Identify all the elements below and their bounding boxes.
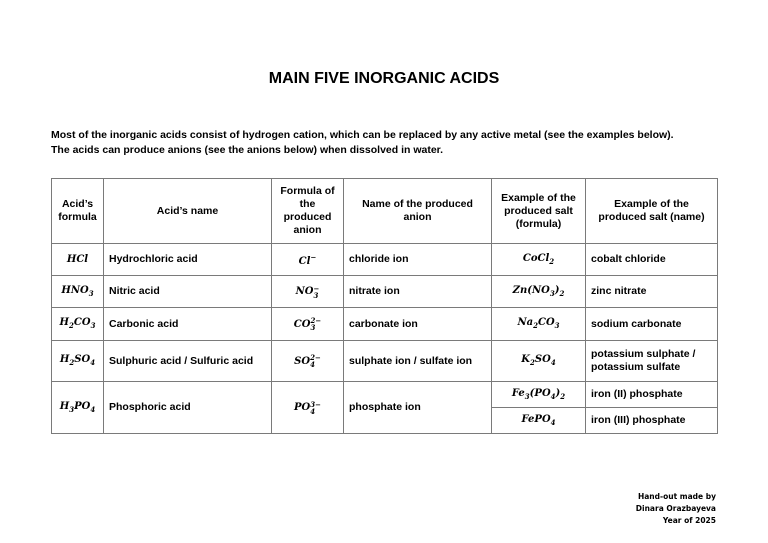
acid-name-cell [104, 276, 272, 308]
anion-formula: SO 2− 4 [294, 353, 321, 369]
salt-formula: $Na_2CO_3$ [517, 317, 560, 330]
signature-line: Dinara Orazbayeva [635, 504, 716, 513]
header-acid-formula: Acid’s formula [52, 179, 104, 244]
table-body [52, 244, 718, 434]
signature [636, 491, 716, 527]
anion-name-cell [344, 276, 492, 308]
anion-name: carbonate ion [349, 317, 418, 330]
header-salt-name: Example of the produced salt (name) [586, 179, 718, 244]
salt-name-cell [586, 244, 718, 276]
acid-formula-cell [52, 382, 104, 434]
anion-formula: PO 3− 4 [294, 399, 321, 416]
header-anion-formula: Formula of the produced anion [272, 179, 344, 244]
acid-name: Hydrochloric acid [109, 253, 198, 265]
salt-name-cell [586, 382, 718, 408]
page-title: MAIN FIVE INORGANIC ACIDS [268, 70, 500, 87]
salt-formula-cell [492, 408, 586, 434]
acid-name: Carbonic acid [109, 317, 179, 330]
header-anion-name: Name of the produced anion [344, 179, 492, 244]
salt-name: cobalt chloride [591, 253, 666, 265]
anion-name: nitrate ion [349, 285, 400, 297]
anion-formula: CO 2− 3 [293, 316, 322, 332]
acid-formula-cell [52, 244, 104, 276]
salt-formula-cell [492, 382, 586, 408]
salt-formula-cell [492, 341, 586, 382]
signature-line: Hand-out made by [637, 492, 716, 501]
intro-text [51, 128, 731, 158]
salt-name: iron (III) phosphate [591, 414, 686, 426]
acid-formula: HCl [66, 254, 89, 265]
salt-formula: $Fe_3(PO_4)_2$ [511, 387, 566, 401]
acid-formula: $HNO_3$ [61, 284, 94, 298]
salt-formula: $Zn(NO_3)_2$ [512, 284, 565, 298]
salt-formula-cell [492, 276, 586, 308]
table-row [52, 276, 718, 308]
salt-formula-cell [492, 244, 586, 276]
table-row [52, 382, 718, 408]
table-row [52, 244, 718, 276]
anion-formula: Cl− [298, 252, 317, 268]
salt-formula: FePO$_4$ [521, 413, 556, 427]
acids-table [51, 178, 718, 434]
acid-formula-cell [52, 308, 104, 341]
acid-name: Sulphuric acid / Sulfuric acid [109, 354, 254, 367]
acid-name-cell [104, 244, 272, 276]
anion-name-cell [344, 382, 492, 434]
anion-name-cell [344, 308, 492, 341]
acid-name: Phosphoric acid [109, 401, 191, 413]
anion-name: phosphate ion [349, 401, 421, 413]
acid-formula: $H_2CO_3$ [59, 317, 96, 330]
salt-formula-cell [492, 308, 586, 341]
salt-name-cell [586, 408, 718, 434]
salt-name-cell [586, 308, 718, 341]
signature-line: Year of 2025 [662, 516, 716, 525]
anion-formula-cell [272, 308, 344, 341]
acid-formula-cell [52, 276, 104, 308]
acid-name-cell [104, 341, 272, 382]
salt-name: iron (II) phosphate [591, 388, 683, 400]
salt-name: potassium sulphate / potassium sulfate [591, 348, 696, 373]
anion-name-cell [344, 244, 492, 276]
anion-formula-cell [272, 341, 344, 382]
acid-name-cell [104, 382, 272, 434]
anion-name-cell [344, 341, 492, 382]
acid-name-cell [104, 308, 272, 341]
header-acid-name: Acid’s name [104, 179, 272, 244]
salt-name: zinc nitrate [591, 285, 647, 297]
salt-name: sodium carbonate [591, 317, 682, 330]
anion-formula: NO − 3 [295, 283, 320, 300]
acid-formula-cell [52, 341, 104, 382]
salt-name-cell [586, 276, 718, 308]
table-row [52, 308, 718, 341]
salt-formula: CoCl$_2$ [522, 252, 555, 266]
salt-formula: $K_2SO_4$ [521, 354, 556, 367]
intro-line: The acids can produce anions (see the anions below) when dissolved in water. [51, 144, 444, 156]
anion-name: chloride ion [349, 253, 409, 265]
salt-name-cell [586, 341, 718, 382]
anion-name: sulphate ion / sulfate ion [349, 354, 473, 367]
anion-formula-cell [272, 382, 344, 434]
anion-formula-cell [272, 276, 344, 308]
header-salt-formula: Example of the produced salt (formula) [492, 179, 586, 244]
table-header-row [52, 179, 718, 244]
acid-name: Nitric acid [109, 285, 160, 297]
acid-formula: $H_3PO_4$ [59, 400, 96, 414]
acid-formula: $H_2SO_4$ [59, 354, 96, 367]
intro-line: Most of the inorganic acids consist of hydrogen cation, which can be replaced by any active metal (see the examples below). [51, 129, 674, 141]
anion-formula-cell [272, 244, 344, 276]
table-row [52, 341, 718, 382]
